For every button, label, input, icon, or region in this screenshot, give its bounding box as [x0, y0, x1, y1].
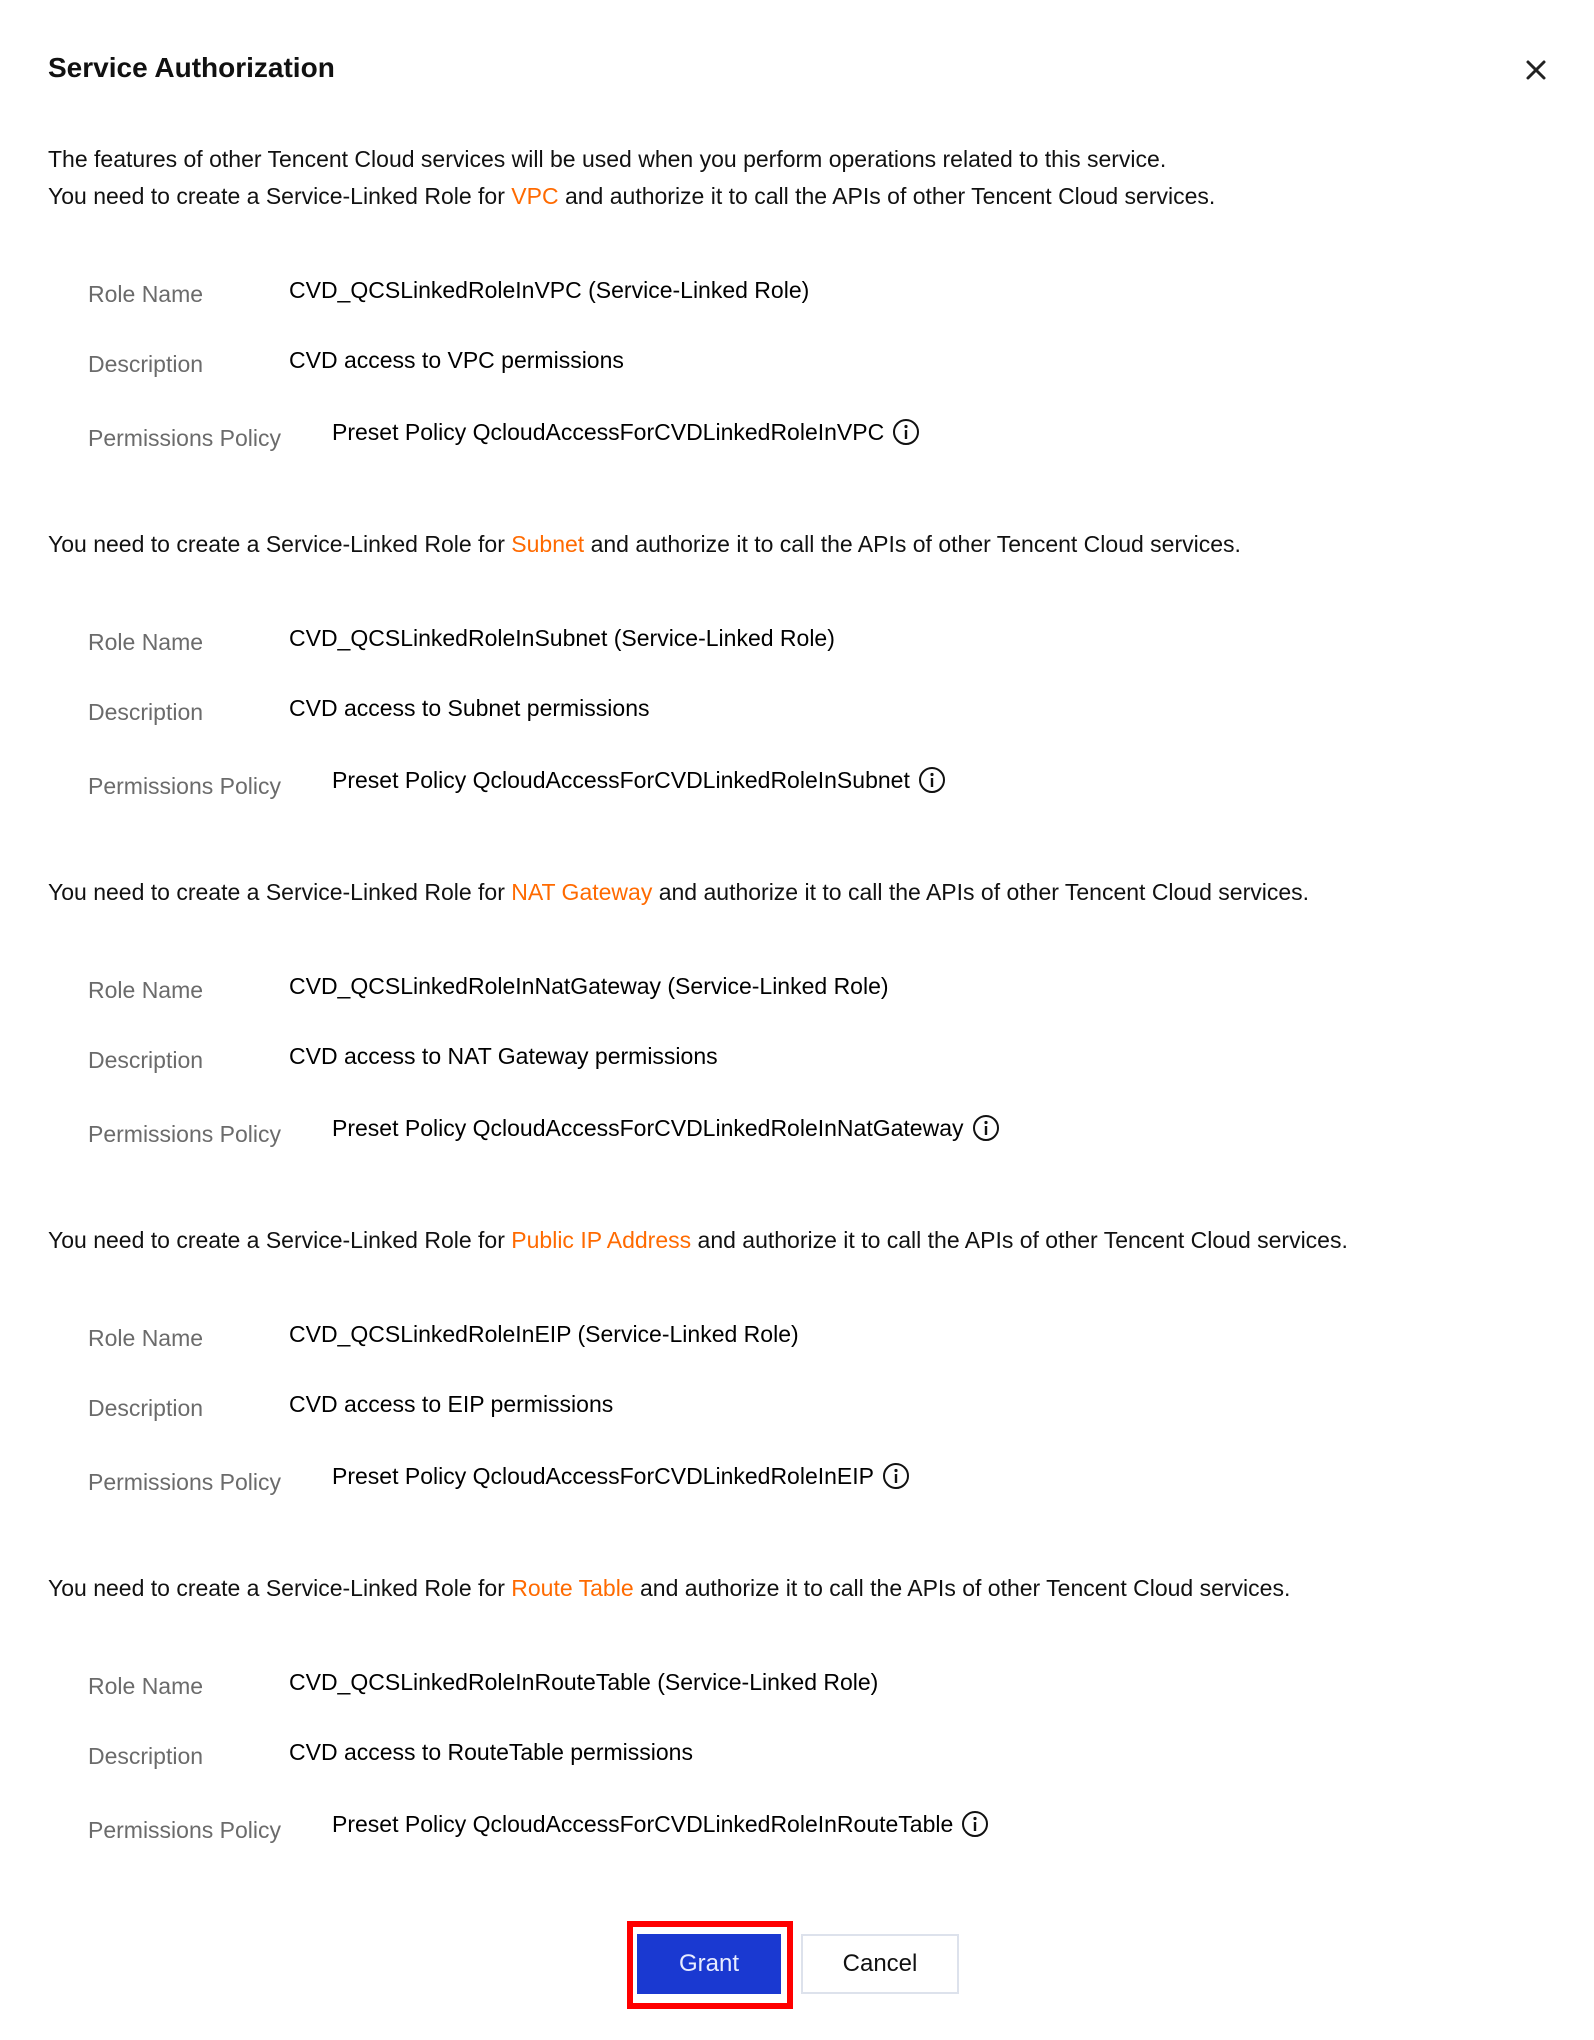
field-label: Permissions Policy	[88, 425, 281, 451]
section-heading	[48, 178, 1215, 214]
field-value	[289, 1038, 718, 1074]
field-value	[332, 1110, 1000, 1146]
field-label: Description	[88, 351, 204, 377]
field-value	[332, 1806, 989, 1842]
value-text: CVD_QCSLinkedRoleInRouteTable (Service-Linked Role)	[289, 1669, 879, 1695]
section-heading	[48, 1222, 1348, 1258]
info-icon[interactable]	[972, 1114, 1000, 1142]
field-value	[289, 272, 809, 308]
grant-button[interactable]: Grant	[637, 1934, 781, 1994]
field-label: Description	[88, 1047, 204, 1073]
role-section	[0, 178, 1594, 526]
info-icon[interactable]	[961, 1810, 989, 1838]
heading-suffix: and authorize it to call the APIs of other Tencent Cloud services.	[691, 1227, 1348, 1253]
heading-prefix: You need to create a Service-Linked Role for	[48, 1575, 512, 1601]
value-text: Preset Policy QcloudAccessForCVDLinkedRoleInRouteTable	[332, 1811, 954, 1837]
value-text: Preset Policy QcloudAccessForCVDLinkedRoleInNatGateway	[332, 1115, 964, 1141]
field-label: Permissions Policy	[88, 1121, 281, 1147]
heading-suffix: and authorize it to call the APIs of other Tencent Cloud services.	[652, 879, 1310, 905]
value-text: CVD access to EIP permissions	[289, 1391, 614, 1417]
section-heading	[48, 874, 1309, 910]
value-text: CVD access to VPC permissions	[289, 347, 624, 373]
field-label: Role Name	[88, 977, 204, 1003]
field-label: Description	[88, 1395, 204, 1421]
service-link[interactable]: Subnet	[511, 531, 585, 557]
role-section	[0, 1570, 1594, 1918]
close-icon	[1522, 56, 1550, 84]
section-heading	[48, 526, 1241, 562]
value-text: CVD access to Subnet permissions	[289, 695, 650, 721]
section-heading	[48, 1570, 1290, 1606]
field-value	[289, 1734, 693, 1770]
role-section	[0, 1222, 1594, 1570]
heading-suffix: and authorize it to call the APIs of other Tencent Cloud services.	[633, 1575, 1291, 1601]
value-text: CVD access to RouteTable permissions	[289, 1739, 693, 1765]
field-value	[289, 1386, 613, 1422]
field-label: Role Name	[88, 281, 204, 307]
field-label: Role Name	[88, 1673, 204, 1699]
value-text: Preset Policy QcloudAccessForCVDLinkedRoleInVPC	[332, 419, 885, 445]
cancel-button[interactable]: Cancel	[801, 1934, 959, 1994]
info-icon[interactable]	[918, 766, 946, 794]
value-text: CVD_QCSLinkedRoleInNatGateway (Service-Linked Role)	[289, 973, 889, 999]
field-label: Permissions Policy	[88, 773, 281, 799]
value-text: CVD_QCSLinkedRoleInSubnet (Service-Linked Role)	[289, 625, 835, 651]
field-value	[289, 342, 624, 378]
service-link[interactable]: VPC	[511, 183, 559, 209]
field-label: Description	[88, 699, 204, 725]
info-icon[interactable]	[882, 1462, 910, 1490]
role-section	[0, 874, 1594, 1222]
heading-suffix: and authorize it to call the APIs of other Tencent Cloud services.	[584, 531, 1241, 557]
service-link[interactable]: Public IP Address	[511, 1227, 692, 1253]
field-value	[332, 414, 920, 450]
service-link[interactable]: Route Table	[511, 1575, 634, 1601]
field-label: Role Name	[88, 1325, 204, 1351]
field-label: Permissions Policy	[88, 1817, 281, 1843]
value-text: CVD_QCSLinkedRoleInVPC (Service-Linked Role)	[289, 277, 810, 303]
field-value	[289, 968, 889, 1004]
heading-prefix: You need to create a Service-Linked Role for	[48, 531, 512, 557]
role-section	[0, 526, 1594, 874]
value-text: CVD access to NAT Gateway permissions	[289, 1043, 718, 1069]
field-value	[332, 762, 946, 798]
heading-prefix: You need to create a Service-Linked Role for	[48, 1227, 512, 1253]
value-text: Preset Policy QcloudAccessForCVDLinkedRoleInSubnet	[332, 767, 910, 793]
field-value	[289, 690, 650, 726]
value-text: CVD_QCSLinkedRoleInEIP (Service-Linked Role)	[289, 1321, 799, 1347]
heading-prefix: You need to create a Service-Linked Role for	[48, 183, 512, 209]
service-link[interactable]: NAT Gateway	[511, 879, 653, 905]
heading-suffix: and authorize it to call the APIs of other Tencent Cloud services.	[558, 183, 1216, 209]
field-value	[289, 620, 835, 656]
field-value	[289, 1664, 878, 1700]
intro-text: The features of other Tencent Cloud services will be used when you perform operations related to this service.	[48, 146, 1167, 172]
field-value	[332, 1458, 910, 1494]
info-icon[interactable]	[892, 418, 920, 446]
field-label: Permissions Policy	[88, 1469, 281, 1495]
heading-prefix: You need to create a Service-Linked Role for	[48, 879, 512, 905]
value-text: Preset Policy QcloudAccessForCVDLinkedRoleInEIP	[332, 1463, 875, 1489]
field-value	[289, 1316, 799, 1352]
field-label: Description	[88, 1743, 204, 1769]
field-label: Role Name	[88, 629, 204, 655]
dialog-title: Service Authorization	[48, 52, 335, 83]
close-button[interactable]	[1522, 56, 1550, 84]
